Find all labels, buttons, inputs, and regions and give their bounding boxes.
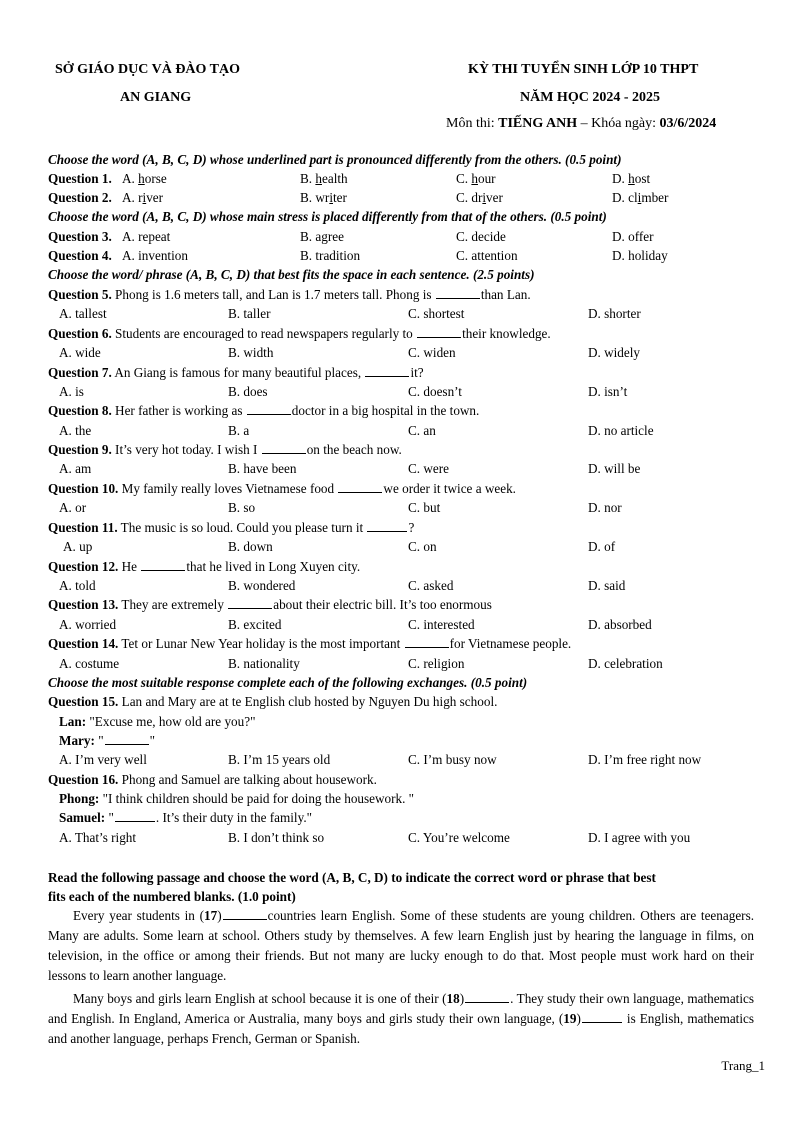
question-1: Question 1. A. horse B. health C. hour D. host xyxy=(48,171,651,186)
question-10-options: A. or B. so C. but D. nor xyxy=(59,500,622,515)
q1-option-c: C. hour xyxy=(456,171,496,186)
question-15-line-1: Lan: "Excuse me, how old are you?" xyxy=(59,714,256,729)
question-6-stem: Question 6. Students are encouraged to read newspapers regularly to their knowledge. xyxy=(48,326,551,341)
section-exchanges: Choose the most suitable response complete each of the following exchanges. (0.5 point) xyxy=(48,675,528,690)
section-reading-line-2: fits each of the numbered blanks. (1.0 point) xyxy=(48,889,296,904)
question-15-line-2: Mary: " " xyxy=(59,733,155,748)
page-number: Trang_1 xyxy=(721,1058,765,1073)
exam-subject-date: Môn thi: TIẾNG ANH – Khóa ngày: 03/6/2024 xyxy=(446,116,717,131)
question-4: Question 4. A. invention B. tradition C. attention D. holiday xyxy=(48,248,668,263)
question-13-stem: Question 13. They are extremely about their electric bill. It’s too enormous xyxy=(48,597,492,612)
section-reading-line-1: Read the following passage and choose the word (A, B, C, D) to indicate the correct word or phrase that best xyxy=(48,870,656,885)
question-3: Question 3. A. repeat B. agree C. decide D. offer xyxy=(48,229,654,244)
question-7-stem: Question 7. An Giang is famous for many beautiful places, it? xyxy=(48,365,424,380)
question-10-stem: Question 10. My family really loves Vietnamese food we order it twice a week. xyxy=(48,481,516,496)
question-8-stem: Question 8. Her father is working as doctor in a big hospital in the town. xyxy=(48,403,480,418)
q1-option-b: B. health xyxy=(300,171,348,186)
q2-option-c: C. driver xyxy=(456,190,503,205)
q2-option-b: B. writer xyxy=(300,190,347,205)
province-name: AN GIANG xyxy=(120,90,192,105)
exam-title: KỲ THI TUYỂN SINH LỚP 10 THPT xyxy=(468,62,699,77)
question-16-options: A. That’s right B. I don’t think so C. You’re welcome D. I agree with you xyxy=(59,830,691,845)
school-year: NĂM HỌC 2024 - 2025 xyxy=(520,90,660,105)
question-15-stem: Question 15. Lan and Mary are at te English club hosted by Nguyen Du high school. xyxy=(48,694,498,709)
question-13-options: A. worried B. excited C. interested D. absorbed xyxy=(59,617,652,632)
question-16-stem: Question 16. Phong and Samuel are talking about housework. xyxy=(48,772,377,787)
question-5-options: A. tallest B. taller C. shortest D. shorter xyxy=(59,306,641,321)
question-14-options: A. costume B. nationality C. religion D. celebration xyxy=(59,656,663,671)
q2-option-d: D. climber xyxy=(612,190,669,205)
question-2: Question 2. A. river B. writer C. driver D. climber xyxy=(48,190,669,205)
question-6-options: A. wide B. width C. widen D. widely xyxy=(59,345,641,360)
q1-option-a: A. horse xyxy=(122,171,167,186)
question-8-options: A. the B. a C. an D. no article xyxy=(59,423,654,438)
department-name: SỞ GIÁO DỤC VÀ ĐÀO TẠO xyxy=(55,62,241,77)
question-12-options: A. told B. wondered C. asked D. said xyxy=(59,578,626,593)
section-pronunciation: Choose the word (A, B, C, D) whose underlined part is pronounced differently from the others. (0.5 point) xyxy=(48,152,622,167)
section-fill-blank: Choose the word/ phrase (A, B, C, D) that best fits the space in each sentence. (2.5 points) xyxy=(48,267,535,282)
q2-option-a: A. river xyxy=(122,190,164,205)
question-15-options: A. I’m very well B. I’m 15 years old C. I’m busy now D. I’m free right now xyxy=(59,752,702,767)
question-16-line-2: Samuel: " . It’s their duty in the family." xyxy=(59,810,312,825)
question-11-options: A. up B. down C. on D. of xyxy=(63,539,616,554)
question-16-line-1: Phong: "I think children should be paid for doing the housework. " xyxy=(59,791,415,806)
q1-option-d: D. host xyxy=(612,171,651,186)
question-9-options: A. am B. have been C. were D. will be xyxy=(59,461,641,476)
question-7-options: A. is B. does C. doesn’t D. isn’t xyxy=(59,384,628,399)
question-5-stem: Question 5. Phong is 1.6 meters tall, and Lan is 1.7 meters tall. Phong is than Lan. xyxy=(48,287,531,302)
question-12-stem: Question 12. He that he lived in Long Xuyen city. xyxy=(48,559,361,574)
section-stress: Choose the word (A, B, C, D) whose main stress is placed differently from that of the others. (0.5 point) xyxy=(48,209,607,224)
question-11-stem: Question 11. The music is so loud. Could you please turn it ? xyxy=(48,520,415,535)
question-9-stem: Question 9. It’s very hot today. I wish I on the beach now. xyxy=(48,442,402,457)
question-14-stem: Question 14. Tet or Lunar New Year holiday is the most important for Vietnamese people. xyxy=(48,636,572,651)
passage-paragraph-1: Every year students in (17) countries learn English. Some of these students are young children. Others are teenagers. Many are adults. Some learn at school. Others study by themselves. A few learn English just by hearing the language in films, on television, in the office or among their friends. But not many are lucky enough to do that. Most people must work hard on their lessons to learn another language. xyxy=(48,908,755,983)
passage-paragraph-2: Many boys and girls learn English at school because it is one of their (18) . They study their own language, mathematics and English. In England, America or Australia, many boys and girls study their own language, (19) is English, mathematics and another language, perhaps French, German or Spanish. xyxy=(48,991,754,1046)
